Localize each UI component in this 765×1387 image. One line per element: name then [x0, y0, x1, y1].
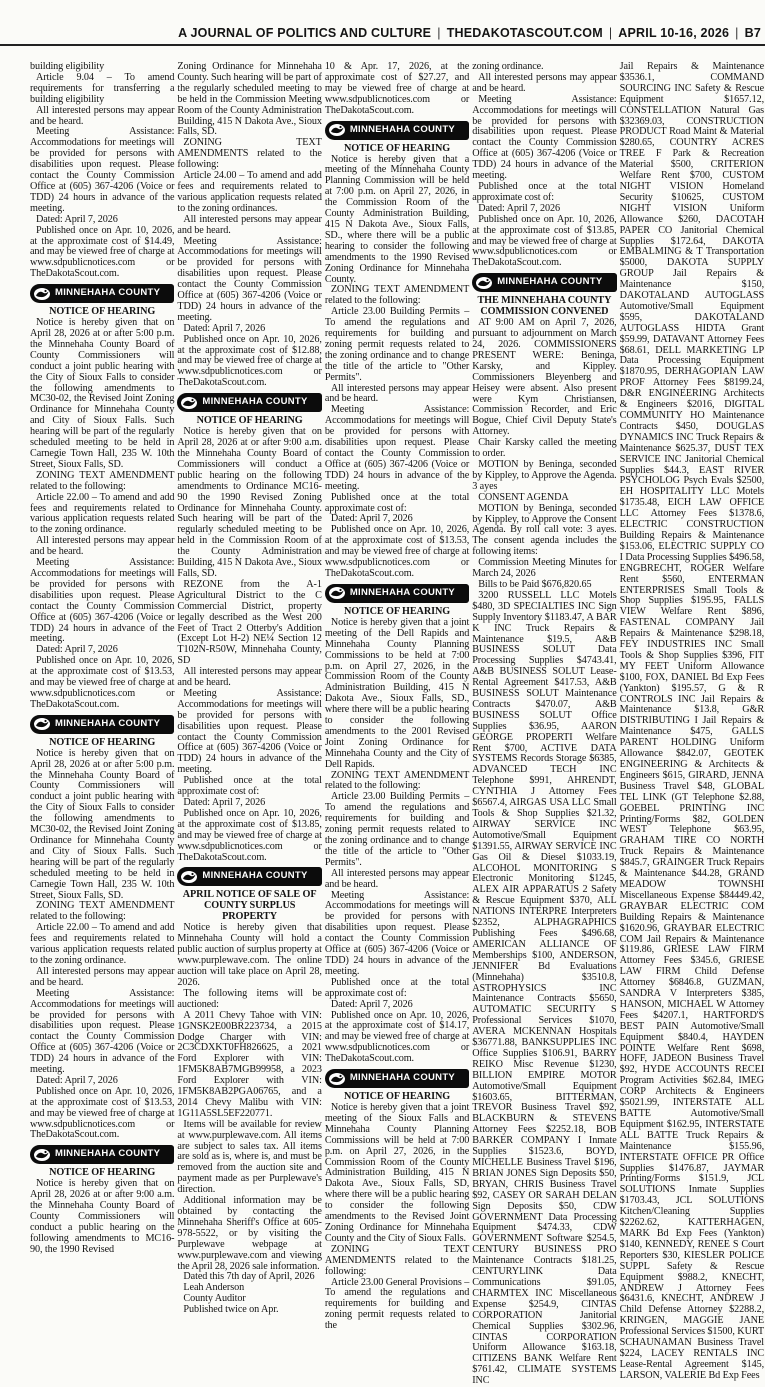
county-banner [325, 1069, 469, 1088]
notice-paragraph: Published once at the total approximate cost of: [177, 775, 322, 798]
notice-paragraph: Notice is hereby given that on April 28, 2026 at or after 5:00 p.m. the Minnehaha County Board of County Commissioners will conduct a joint public hearing with the City of Sioux Falls to consider the following amendments to MC30-02, the Revised Joint Zoning Ordinance for Minnehaha County and City of Sioux Falls. Such hearing will be part of the regularly scheduled meeting to be held in Carnegie Town Hall, 235 W. 10th Street, Sioux Falls, SD. [30, 317, 175, 470]
county-seal-icon [177, 867, 201, 886]
county-banner-label: MINNEHAHA COUNTY [349, 1072, 456, 1084]
county-banner-label: MINNEHAHA COUNTY [55, 717, 161, 729]
header-separator: | [735, 26, 739, 40]
notice-paragraph: All interested persons may appear and be heard. [472, 71, 617, 94]
county-banner [30, 1145, 174, 1164]
county-banner [177, 393, 321, 412]
county-banner-label: MINNEHAHA COUNTY [202, 870, 308, 882]
notice-paragraph: ZONING TEXT AMENDMENT related to the following: [30, 469, 175, 492]
notice-paragraph: Meeting Assistance: Accommodations for meetings will be provided for persons with disabilities upon request. Please contact the County Commission Office at (605) 367-4206 (Voice or TDD) 24 hours in advance of the meeting. [177, 687, 322, 776]
column-3 [324, 61, 470, 1332]
notice-paragraph: A 2011 Chevy Tahoe with VIN: 1GNSK2E00BR223734, a 2015 Dodge Charger with VIN: 2C3CDXKT0FH826625, a 2021 Ford Explorer with VIN: 1FM5K8AB7MGB99958, a 2023 Ford Explorer with VIN: 1FM5K8AB2PGA06765, and a 2014 Chevy Malibu with VIN: 1G11A5SL5EF220771. [177, 1009, 322, 1119]
header-separator: | [437, 26, 441, 40]
notice-paragraph: Meeting Assistance: Accommodations for meetings will be provided for persons with disabilities upon request. Please contact the County Commission Office at (605) 367-4206 (Voice or TDD) 24 hours in advance of the meeting. [30, 987, 175, 1076]
notice-paragraph: Article 23.00 Building Permits – To amend the regulations and requirements for building and zoning permit requests related to the zoning ordinance and to change the title of the article to "Other Permits". [324, 306, 470, 383]
notice-paragraph: Dated: April 7, 2026 [330, 513, 413, 525]
notice-paragraph: Published once at the total approximate cost of: [324, 976, 470, 999]
notice-columns [30, 61, 765, 1387]
county-seal-icon [177, 393, 201, 412]
notice-paragraph: Notice is hereby given that Minnehaha County will hold a public auction of surplus property at www.purplewave.com. The online auction will take place on April 28, 2026. [177, 922, 322, 988]
county-seal-icon [30, 715, 54, 734]
county-banner [30, 715, 174, 734]
notice-paragraph: Published once on Apr. 10, 2026, at the approximate cost of $13.53, and may be viewed free of charge at www.sdpublicnotices.com or TheDakotaScout.com. [324, 524, 470, 579]
notice-paragraph: Meeting Assistance: Accommodations for meetings will be provided for persons with disabilities upon request. Please contact the County Commission Office at (605) 367-4206 (Voice or TDD) 24 hours in advance of the meeting. [324, 404, 470, 492]
notice-paragraph: zoning ordinance. [472, 61, 544, 72]
notice-paragraph: Article 22.00 – To amend and add fees and requirements related to various application requests related to the zoning ordinance. [30, 491, 175, 536]
notice-paragraph: Bills to be Paid $676,820.65 [478, 578, 592, 590]
page-header [0, 0, 765, 44]
county-banner-label: MINNEHAHA COUNTY [349, 586, 456, 598]
county-seal-icon [30, 284, 54, 303]
notice-heading: NOTICE OF HEARING [343, 142, 451, 154]
county-seal-icon [472, 273, 496, 292]
notice-paragraph: Leah Anderson [183, 1282, 245, 1294]
notice-paragraph: Meeting Assistance: Accommodations for meetings will be provided for persons with disabilities upon request. Please contact the County Commission Office at (605) 367-4206 (Voice or TDD) 24 hours in advance of the meeting. [177, 235, 322, 323]
notice-heading: NOTICE OF HEARING [49, 306, 156, 318]
county-banner-label: MINNEHAHA COUNTY [497, 276, 603, 288]
county-banner-label: MINNEHAHA COUNTY [55, 1148, 161, 1160]
notice-paragraph: ZONING TEXT AMENDMENTS related to the following: [324, 1243, 470, 1277]
notice-paragraph: ZONING TEXT AMENDMENT related to the following: [324, 769, 470, 792]
header-items [178, 26, 761, 40]
county-banner-label: MINNEHAHA COUNTY [202, 396, 308, 408]
notice-paragraph: AT 9:00 AM on April 7, 2026, pursuant to adjournment on March 24, 2026. COMMISSIONERS PRESENT WERE: Beninga, Karsky, and Kippley. Commissioners Bleyenberg and Heisey were absent. Also present were Kym Christiansen, Commission Recorder, and Eric Bogue, Chief Civil Deputy State's Attorney. [472, 317, 617, 438]
notice-paragraph: All interested persons may appear and be heard. [177, 213, 322, 236]
notice-paragraph: Meeting Assistance: Accommodations for meetings will be provided for persons with disabilities upon request. Please contact the County Commission Office at (605) 367-4206 (Voice or TDD) 24 hours in advance of the meeting. [30, 126, 175, 214]
county-banner-label: MINNEHAHA COUNTY [55, 287, 161, 299]
notice-paragraph: All interested persons may appear and be heard. [30, 535, 175, 558]
notice-paragraph: ZONING TEXT AMENDMENT related to the following: [324, 284, 470, 307]
notice-paragraph: Meeting Assistance: Accommodations for meetings will be provided for persons with disabilities upon request. Please contact the County Commission Office at (605) 367-4206 (Voice or TDD) 24 hours in advance of the meeting. [30, 557, 175, 645]
notice-paragraph: Dated: April 7, 2026 [36, 644, 118, 656]
header-separator: | [608, 26, 613, 40]
notice-paragraph: 10 & Apr. 17, 2026, at the approximate cost of $27.27, and may be viewed free of charge at www.sdpublicnotices.com or TheDakotaScout.com. [324, 61, 470, 116]
notice-heading: NOTICE OF HEARING [343, 1091, 451, 1103]
issue-date: APRIL 10-16, 2026 [618, 26, 730, 40]
notice-paragraph: Published once on Apr. 10, 2026, at the approximate cost of $13.53, and may be viewed free of charge at www.sdpublicnotices.com or TheDakotaScout.com. [30, 1085, 175, 1141]
notice-paragraph: County Auditor [183, 1293, 246, 1305]
notice-paragraph: Dated: April 7, 2026 [183, 322, 266, 334]
county-seal-icon [325, 121, 349, 140]
notice-paragraph: Notice is hereby given that on April 28, 2026 at or after 9:00 a.m. the Minnehaha County Board of Commissioners will conduct a public hearing on the following amendments to Ordinance MC16-90 the 1990 Revised Zoning Ordinance for Minnehaha County. Such hearing will be part of the regularly scheduled meeting to be held in the Commission Room of the County Administration Building, 415 N Dakota Ave., Sioux Falls, SD. [177, 426, 322, 579]
notice-paragraph: All interested persons may appear and be heard. [324, 382, 470, 405]
notice-paragraph: Notice is hereby given that a joint meeting of the Dell Rapids and Minnehaha County Planning Commissions to be held at 7:00 p.m. on April 27, 2026, in the Commission Room of the County Administration Building, 415 N Dakota Ave., Sioux Falls, SD., where there will be a public hearing to consider the following amendments to the 2001 Revised Joint Zoning Ordinance for Minnehaha County and the City of Dell Rapids. [324, 616, 470, 770]
notice-paragraph: MOTION by Beninga, seconded by Kippley, to Approve the Consent Agenda. By roll call vote: 3 ayes. The consent agenda includes the following items: [472, 502, 617, 558]
notice-paragraph: All interested persons may appear and be heard. [30, 965, 175, 988]
notice-paragraph: All interested persons may appear and be heard. [177, 666, 322, 689]
notice-paragraph: Chair Karsky called the meeting to order. [472, 437, 617, 460]
notice-paragraph: Notice is hereby given that a joint meeting of the Sioux Falls and Minnehaha County Planning Commissions will be held at 7:00 p.m. on April 27, 2026, in the Commission Room of the County Administration Building, 415 N Dakota Ave., Sioux Falls, SD, where there will be a public hearing to consider the following amendments to the Revised Joint Zoning Ordinance for Minnehaha County and the City of Sioux Falls. [324, 1102, 470, 1244]
county-banner [30, 284, 174, 303]
notice-paragraph: Dated: April 7, 2026 [478, 202, 560, 214]
column-4 [472, 61, 617, 1387]
site-url[interactable]: THEDAKOTASCOUT.COM [446, 26, 603, 40]
notice-paragraph: Published once on Apr. 10, 2026, at the approximate cost of $13.85, and may be viewed free of charge at www.sdpublicnotices.com or TheDakotaScout.com. [177, 807, 322, 863]
notice-paragraph: Zoning Ordinance for Minnehaha County. Such hearing will be part of the regularly scheduled meeting to be held in the Commission Meeting Room of the County Administration Building, 415 N Dakota Ave., Sioux Falls, SD. [177, 61, 322, 138]
notice-paragraph: Dated: April 7, 2026 [36, 213, 118, 225]
notice-heading: THE MINNEHAHA COUNTY COMMISSION CONVENED [477, 295, 612, 318]
notice-paragraph: Published once at the total approximate cost of: [324, 491, 470, 514]
notice-paragraph: All interested persons may appear and be heard. [324, 867, 470, 890]
column-2 [177, 61, 322, 1316]
notice-paragraph: Meeting Assistance: Accommodations for meetings will be provided for persons with disabilities upon request. Please contact the County Commission Office at (605) 367-4206 (Voice or TDD) 24 hours in advance of the meeting. [324, 889, 470, 977]
notice-paragraph: Published once on Apr. 10, 2026, at the approximate cost of $13.53, and may be viewed free of charge at www.sdpublicnotices.com or TheDakotaScout.com. [30, 655, 175, 710]
notice-paragraph: ZONING TEXT AMENDMENTS related to the following: [177, 137, 322, 171]
notice-paragraph: Notice is hereby given that on April 28, 2026 at or after 9:00 a.m. the Minnehaha County Board of County Commissioners will conduct a public hearing on the following amendments to MC16-90, the 1990 Revised [30, 1178, 175, 1255]
notice-paragraph: Dated: April 7, 2026 [36, 1074, 118, 1086]
county-banner-label: MINNEHAHA COUNTY [349, 123, 456, 135]
county-seal-icon [30, 1145, 54, 1164]
notice-paragraph: Additional information may be obtained by contacting the Minnehaha Sheriff's Office at 605-978-5522, or by visiting the Purplewave webpage at www.purplewave.com and viewing the April 28, 2026 sale information. [177, 1195, 322, 1272]
county-seal-icon [325, 584, 349, 603]
notice-paragraph: building eligibility [30, 61, 105, 72]
notice-paragraph: Dated: April 7, 2026 [330, 998, 413, 1010]
notice-paragraph: The following items will be auctioned: [177, 987, 322, 1010]
county-banner [325, 121, 469, 140]
notice-paragraph: Meeting Assistance: Accommodations for meetings will be provided for persons with disabilities upon request. Please contact the County Commission Office at (605) 367-4206 (Voice or TDD) 24 hours in advance of the meeting. [472, 93, 617, 182]
notice-heading: NOTICE OF HEARING [196, 415, 303, 427]
notice-paragraph: Article 9.04 – To amend requirements for transferring a building eligibility [30, 71, 175, 105]
notice-paragraph: ZONING TEXT AMENDMENT related to the following: [30, 900, 175, 923]
notice-paragraph: Jail Repairs & Maintenance $3536.1, COMMAND SOURCING INC Safety & Rescue Equipment $1657.12, CONSTELLATION Natural Gas $32369.03, CONSTRUCTION PRODUCT Road Maint & Material $280.65, COUNTRY ACRES TREE F Park & Recreation Material $500, CRITERION Welfare Rent $700, CUSTOM NIGHT VISION Homeland Security $10625, CUSTOM NIGHT VISION Uniform Allowance $260, DACOTAH PAPER CO Janitorial Chemical Supplies $172.64, DAKOTA EMBALMING & T Transportation $5000, DAKOTA SUPPLY GROUP Jail Repairs & Maintenance $150, DAKOTALAND AUTOGLASS Automotive/Small Equipment $595, DAKOTALAND AUTOGLASS HIDTA Grant $59.99, DATAVANT Attorney Fees $68.61, DELL MARKETING LP Data Processing Equipment $1870.95, DERHAGOPIAN LAW PROF Attorney Fees $8199.24, D&R ENGINEERING Architects & Engineers $2016, DIGITAL COMMUNITY HO Maintenance Contracts $450, DOUGLAS DYNAMICS INC Truck Repairs & Maintenance $625.37, DUST TEX SERVICE INC Janitorial Chemical Supplies $44.3, EAST RIVER PSYCHOLOG Psych Evals $2500, EH HOSPITALITY LLC Motels $1735.48, EICH LAW OFFICE LLC Attorney Fees $1378.6, ELECTRIC CONSTRUCTION Building Repairs & Maintenance $153.06, ELECTRIC SUPPLY CO I Data Processing Supplies $496.58, ENGBRECHT, ROGER Welfare Rent $560, ENTERMAN ENTERPRISES Small Tools & Shop Supplies $195.95, FALLS VIEW Welfare Rent $896, FASTENAL COMPANY Jail Repairs & Maintenance $298.18, FEY INDUSTRIES INC Small Tools & Shop Supplies $396, FIT MY FEET Uniform Allowance $100, FOX, DANIEL Bd Exp Fees (Yankton) $195.57, G & R CONTROLS INC Jail Repairs & Maintenance $13.8, G&R DISTRIBUTING I Jail Repairs & Maintenance $475, GALLS PARENT HOLDING Uniform Allowance $842.07, GEOTEK ENGINEERING & Architects & Engineers $615, GIRARD, JENNA Business Travel $48, GLOBAL TEL LINK (GT Telephone $2.88, GOEBEL PRINTING INC Printing/Forms $82, GOLDEN WEST Telephone $63.95, GRAHAM TIRE CO NORTH Truck Repairs & Maintenance $845.7, GRAINGER Truck Repairs & Maintenance $44.28, GRAND MEADOW TOWNSHI Miscellaneous Expense $84449.42, GRAYBAR ELECTRIC COM Building Repairs & Maintenance $1620.96, GRAYBAR ELECTRIC COM Jail Repairs & Maintenance $119.86, GRIESE LAW FIRM Attorney Fees $345.6, GRIESE LAW FIRM Child Defense Attorney $6846.8, GUZMAN, SANDRA V Interpreters $385, HANSON, MICHAEL W Attorney Fees $4207.1, HARTFORD'S BEST PAIN Automotive/Small Equipment $840.4, HAYDEN POINTE Welfare Rent $698, HOFF, JADEON Business Travel $92, HYDE ACCOUNTS RECEI Program Activities $62.84, IMEG CORP Architects & Engineers $5021.99, INTERSTATE ALL BATTE Automotive/Small Equipment $162.95, INTERSTATE ALL BATTE Truck Repairs & Maintenance $155.96, INTERSTATE OFFICE PR Office Supplies $1476.87, JAYMAR Printing/Forms $151.9, JCL SOLUTIONS Inmate Supplies $1703.43, JCL SOLUTIONS Kitchen/Cleaning Supplies $2262.62, KATTERHAGEN, MARK Bd Exp Fees (Yankton) $140, KENNEDY, RENEE S Court Reporters $30, KIESLER POLICE SUPPL Safety & Rescue Equipment $988.2, KNECHT, ANDREW J Attorney Fees $6431.6, KNECHT, ANDREW J Child Defense Attorney $2288.2, KRINGEN, MAGGIE JANE Professional Services $1500, KURT SCHAUNAMAN Business Travel $224, LACEY RENTALS INC Lease-Rental Agreement $145, LARSON, VALERIE Bd Exp Fees [619, 61, 765, 1381]
notice-paragraph: REZONE from the A-1 Agricultural District to the C Commercial District, property legally described as the West 200 Feet of Tract 2 Otterby's Addition (Except Lot H-2) NE¼ Section 12 T102N-R50W, Minnehaha County, SD [177, 578, 322, 667]
notice-paragraph: CONSENT AGENDA [478, 491, 569, 503]
county-banner [472, 273, 616, 292]
notice-heading: NOTICE OF HEARING [343, 605, 451, 617]
notice-paragraph: Published twice on Apr. [183, 1304, 279, 1316]
notice-paragraph: Dated: April 7, 2026 [183, 797, 266, 808]
notice-paragraph: Article 23.00 General Provisions – To amend the regulations and requirements for building and zoning permit requests related to the [324, 1276, 470, 1332]
column-5 [619, 61, 765, 1381]
county-seal-icon [325, 1069, 349, 1088]
notice-paragraph: Published once on Apr. 10, 2026, at the approximate cost of $14.49, and may be viewed free of charge at www.sdpublicnotices.com or TheDakotaScout.com. [30, 224, 175, 280]
notice-paragraph: Commission Meeting Minutes for March 24, 2026 [472, 557, 617, 580]
header-rule [0, 44, 765, 46]
notice-paragraph: Dated this 7th day of April, 2026 [183, 1271, 315, 1283]
notice-paragraph: 3200 RUSSELL LLC Motels $480, 3D SPECIALTIES INC Sign Supply Inventory $1183.47, A BAR K INC Truck Repairs & Maintenance $19.5, A&B BUSINESS SOLUT Data Processing Supplies $4743.41, A&B BUSINESS SOLUT Lease-Rental Agreement $417.53, A&B BUSINESS SOLUT Maintenance Contracts $470.07, A&B BUSINESS SOLUT Office Supplies $36.95, AARON GEORGE PROPERTI Welfare Rent $700, ACTIVE DATA SYSTEMS Records Storage $6385, ADVANCED TECH INC Telephone $991, AHRENDT, CYNTHIA J Attorney Fees $6567.4, AIRGAS USA LLC Small Tools & Shop Supplies $21.32, AIRWAY SERVICE INC Automotive/Small Equipment $1391.55, AIRWAY SERVICE INC Gas Oil & Diesel $1033.19, ALCOHOL MONITORING S Electronic Monitoring $1245, ALEX AIR APPARATUS 2 Safety & Rescue Equipment $370, ALL NATIONS INTERPRE Interpreters $2352, ALPHAGRAPHICS Publishing Fees $496.68, AMERICAN ALLIANCE OF Memberships $100, ANDERSON, JENNIFER Bd Evaluations (Minnehaha) $3510.8, ASTROPHYSICS INC Maintenance Contracts $5650, AUTOMATIC SECURITY S Professional Services $1070, AVERA MCKENNAN Hospitals $36771.88, BANKSUPPLIES INC Office Supplies $106.91, BARRY REIKO Misc Revenue $1230, BILLION EMPIRE MOTOR Automotive/Small Equipment $1603.65, BITTERMAN, TREVOR Business Travel $92, BLACKBURN & STEVENS Attorney Fees $2252.18, BOB BARKER COMPANY I Inmate Supplies $1523.6, BOYD, MICHELLE Business Travel $196, BRIAN JONES Sign Deposits $50, BRYAN, CHRIS Business Travel $92, CASEY OR SARAH DELAN Sign Deposits $50, CDW GOVERNMENT Data Processing Equipment $474.33, CDW GOVERNMENT Software $254.5, CENTURY BUSINESS PRO Maintenance Contracts $181.25, CENTURYLINK Data Communications $91.05, CHARMTEX INC Miscellaneous Expense $254.9, CINTAS CORPORATION Janitorial Chemical Supplies $302.96, CINTAS CORPORATION Uniform Allowance $163.18, CITIZENS BANK Welfare Rent $761.42, CLIMATE SYSTEMS INC [472, 589, 617, 1387]
notice-paragraph: MOTION by Beninga, seconded by Kippley, to Approve the Agenda. 3 ayes [472, 459, 617, 492]
notice-paragraph: Published once on Apr. 10, 2026, at the approximate cost of $12.88, and may be viewed free of charge at www.sdpublicnotices.com or TheDakotaScout.com. [177, 333, 322, 389]
notice-paragraph: Notice is hereby given that on April 28, 2026 at or after 5:00 p.m. the Minnehaha County Board of County Commissioners will conduct a joint public hearing with the City of Sioux Falls to consider the following amendments to MC30-02, the Revised Joint Zoning Ordinance for Minnehaha County and City of Sioux Falls. Such hearing will be part of the regularly scheduled meeting to be held in Carnegie Town Hall, 235 W. 10th Street, Sioux Falls, SD. [30, 747, 175, 901]
notice-heading: NOTICE OF HEARING [49, 736, 156, 748]
notice-paragraph: Published once on Apr. 10, 2026, at the approximate cost of $13.85, and may be viewed free of charge at www.sdpublicnotices.com or TheDakotaScout.com. [472, 213, 617, 269]
notice-paragraph: Published once on Apr. 10, 2026, at the approximate cost of $14.17, and may be viewed free of charge at www.sdpublicnotices.com or TheDakotaScout.com. [324, 1009, 470, 1065]
county-banner [177, 867, 321, 886]
column-1 [30, 61, 175, 1255]
county-banner [325, 584, 469, 603]
notice-heading: NOTICE OF HEARING [49, 1167, 156, 1179]
section-title: A JOURNAL OF POLITICS AND CULTURE [178, 26, 432, 40]
notice-paragraph: Article 22.00 – To amend and add fees and requirements related to various application requests related to the zoning ordinance. [30, 922, 175, 966]
notice-heading: APRIL NOTICE OF SALE OF COUNTY SURPLUS PROPERTY [182, 889, 317, 923]
notice-paragraph: Published once at the total approximate cost of: [472, 180, 617, 203]
notice-paragraph: All interested persons may appear and be heard. [30, 104, 175, 127]
notice-paragraph: Article 24.00 – To amend and add fees and requirements related to various application requests related to the zoning ordinances. [177, 170, 322, 214]
notice-paragraph: Notice is hereby given that a meeting of the Minnehaha County Planning Commission will be held at 7:00 p.m. on April 27, 2026, in the Commission Room of the County Administration Building, 415 N Dakota Ave., Sioux Falls, SD., where there will be a public hearing to consider the following amendments to the 1990 Revised Zoning Ordinance for Minnehaha County. [324, 153, 470, 285]
page-number: B7 [744, 26, 761, 40]
notice-paragraph: Items will be available for review at www.purplewave.com. All items are subject to sales tax. All items are sold as is, where is, and must be removed from the auction site and payment made as per Purplewave's direction. [177, 1118, 322, 1196]
notice-paragraph: Article 23.00 Building Permits – To amend the regulations and requirements for building and zoning permit requests related to the zoning ordinance and to change the title of the article to "Other Permits". [324, 791, 470, 868]
